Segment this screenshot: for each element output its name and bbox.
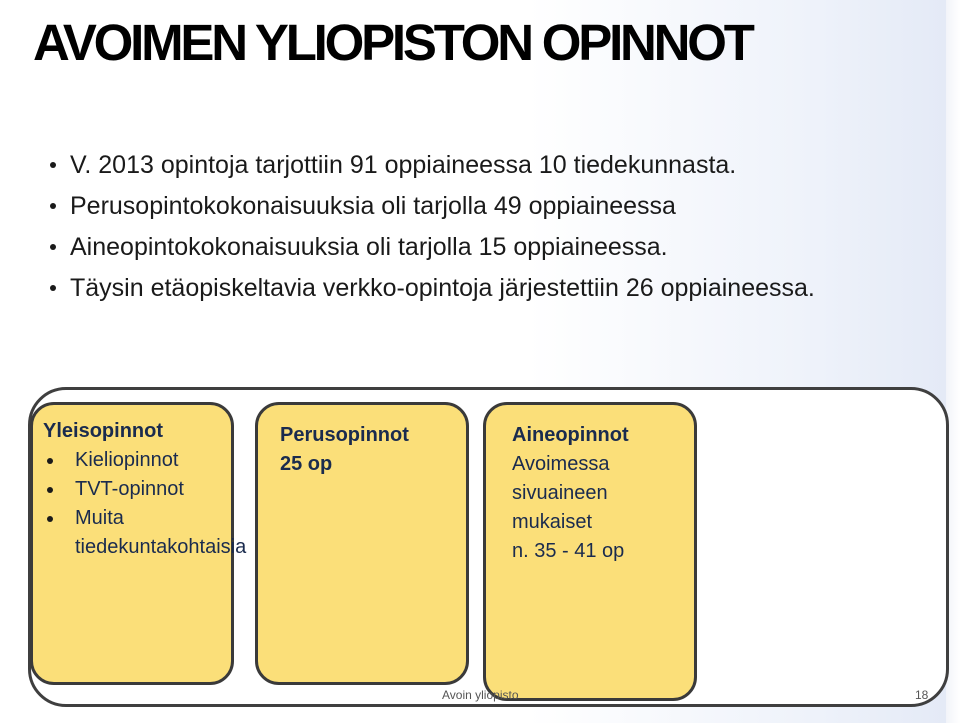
bullet-item: V. 2013 opintoja tarjottiin 91 oppiaineessa 10 tiedekunnasta. [48,146,928,184]
basic-studies-heading: Perusopinnot [280,424,409,446]
slide-title: AVOIMEN YLIOPISTON OPINNOT [33,14,752,71]
general-studies-heading: Yleisopinnot [43,420,163,442]
general-studies-item: TVT-opinnot [43,475,223,504]
subject-studies-line: sivuaineen [512,482,608,504]
bullet-item: Täysin etäopiskeltavia verkko-opintoja järjestettiin 26 oppiaineessa. [48,269,928,307]
subject-studies-heading: Aineopinnot [512,424,629,446]
general-studies-item: Kieliopinnot [43,446,223,475]
general-studies-list [43,446,247,562]
page-number: 18 [915,688,929,702]
subject-studies-line: mukaiset [512,511,593,533]
footer-text: Avoin yliopisto [442,688,519,702]
subject-studies-box [483,402,697,701]
basic-studies-credits: 25 op [280,453,333,475]
general-studies-box [30,402,247,685]
bullet-item: Perusopintokokonaisuuksia oli tarjolla 49 oppiaineessa [48,187,928,225]
subject-studies-line: n. 35 - 41 op [512,540,625,562]
bullet-item: Aineopintokokonaisuuksia oli tarjolla 15 oppiaineessa. [48,228,928,266]
basic-studies-box [255,402,469,685]
subject-studies-line: Avoimessa [512,453,610,475]
general-studies-item: Muita tiedekuntakohtaisia [43,504,223,562]
bullet-list [48,146,928,310]
